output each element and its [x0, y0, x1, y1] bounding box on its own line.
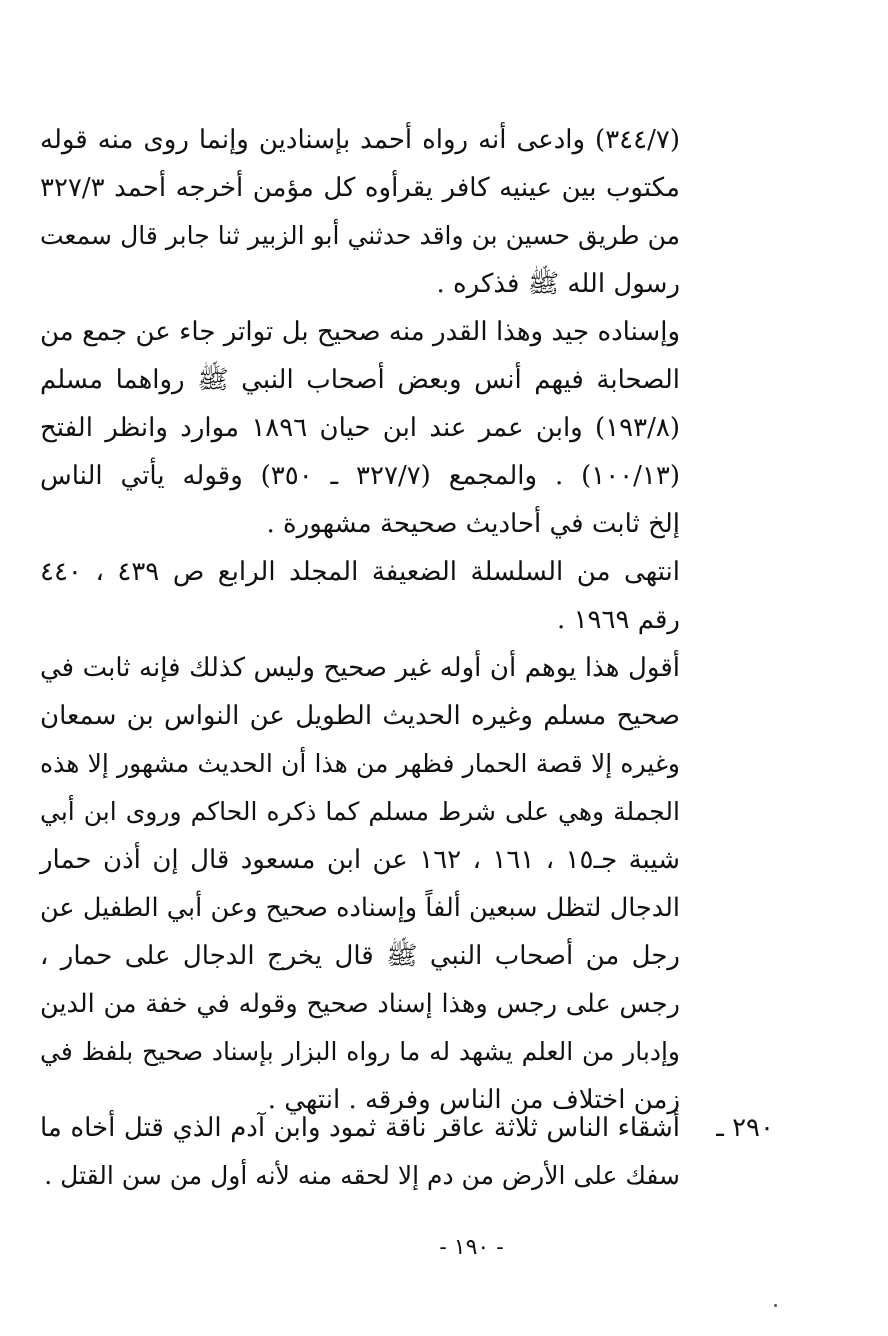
text-line: وغيره إلا قصة الحمار فظهر من هذا أن الحديث مشهور إلا هذه	[40, 749, 680, 778]
commentary-text	[40, 116, 680, 1124]
speck-mark	[774, 1304, 777, 1307]
text-line: زمن اختلاف من الناس وفرقه . انتهي .	[267, 1085, 680, 1115]
text-line: الصحابة فيهم أنس وبعض أصحاب النبي ﷺ رواهما مسلم	[40, 365, 680, 395]
text-line: رجس على رجس وهذا إسناد صحيح وقوله في خفة من الدين	[40, 989, 680, 1019]
text-line: (٣٤٤/٧) وادعى أنه رواه أحمد بإسنادين وإنما روى منه قوله	[40, 125, 680, 155]
text-line: سفك على الأرض من دم إلا لحقه منه لأنه أول من سن القتل .	[44, 1161, 680, 1190]
text-line: وإدبار من العلم يشهد له ما رواه البزار بإسناد صحيح بلفظ في	[40, 1037, 680, 1066]
text-line: (١٠٠/١٣) . والمجمع (٣٢٧/٧ ـ ٣٥٠) وقوله يأتي الناس	[40, 461, 680, 491]
text-line: من طريق حسين بن واقد حدثني أبو الزبير ثنا جابر قال سمعت	[40, 221, 680, 250]
text-line: انتهى من السلسلة الضعيفة المجلد الرابع ص ٤٣٩ ، ٤٤٠	[40, 557, 680, 587]
text-line: رجل من أصحاب النبي ﷺ قال يخرج الدجال على حمار ،	[40, 941, 680, 971]
text-line: إلخ ثابت في أحاديث صحيحة مشهورة .	[266, 509, 680, 539]
text-line: رسول الله ﷺ فذكره .	[436, 269, 680, 299]
text-line: وإسناده جيد وهذا القدر منه صحيح بل تواتر جاء عن جمع من	[40, 317, 680, 347]
page-number	[0, 1232, 888, 1264]
text-line: شيبة جـ١٥ ، ١٦١ ، ١٦٢ عن ابن مسعود قال إن أذن حمار	[40, 845, 681, 875]
entry-number: ٢٩٠ ـ	[716, 1113, 774, 1143]
text-line: الدجال لتظل سبعين ألفاً وإسناده صحيح وعن أبي الطفيل عن	[40, 893, 680, 923]
text-line: (١٩٣/٨) وابن عمر عند ابن حيان ١٨٩٦ موارد وانظر الفتح	[40, 413, 680, 443]
text-line: أقول هذا يوهم أن أوله غير صحيح وليس كذلك فإنه ثابت في	[40, 653, 680, 683]
entry-text	[40, 1104, 680, 1200]
text-line: مكتوب بين عينيه كافر يقرأوه كل مؤمن أخرجه أحمد ٣٢٧/٣	[40, 173, 680, 203]
text-line: رقم ١٩٦٩ .	[557, 605, 680, 635]
text-line: صحيح مسلم وغيره الحديث الطويل عن النواس بن سمعان	[40, 701, 680, 731]
page-number-label: - ١٩٠ -	[439, 1235, 504, 1260]
text-line: أشقاء الناس ثلاثة عاقر ناقة ثمود وابن آدم الذي قتل أخاه ما	[40, 1113, 680, 1143]
text-line: الجملة وهي على شرط مسلم كما ذكره الحاكم وروى ابن أبي	[40, 797, 680, 826]
